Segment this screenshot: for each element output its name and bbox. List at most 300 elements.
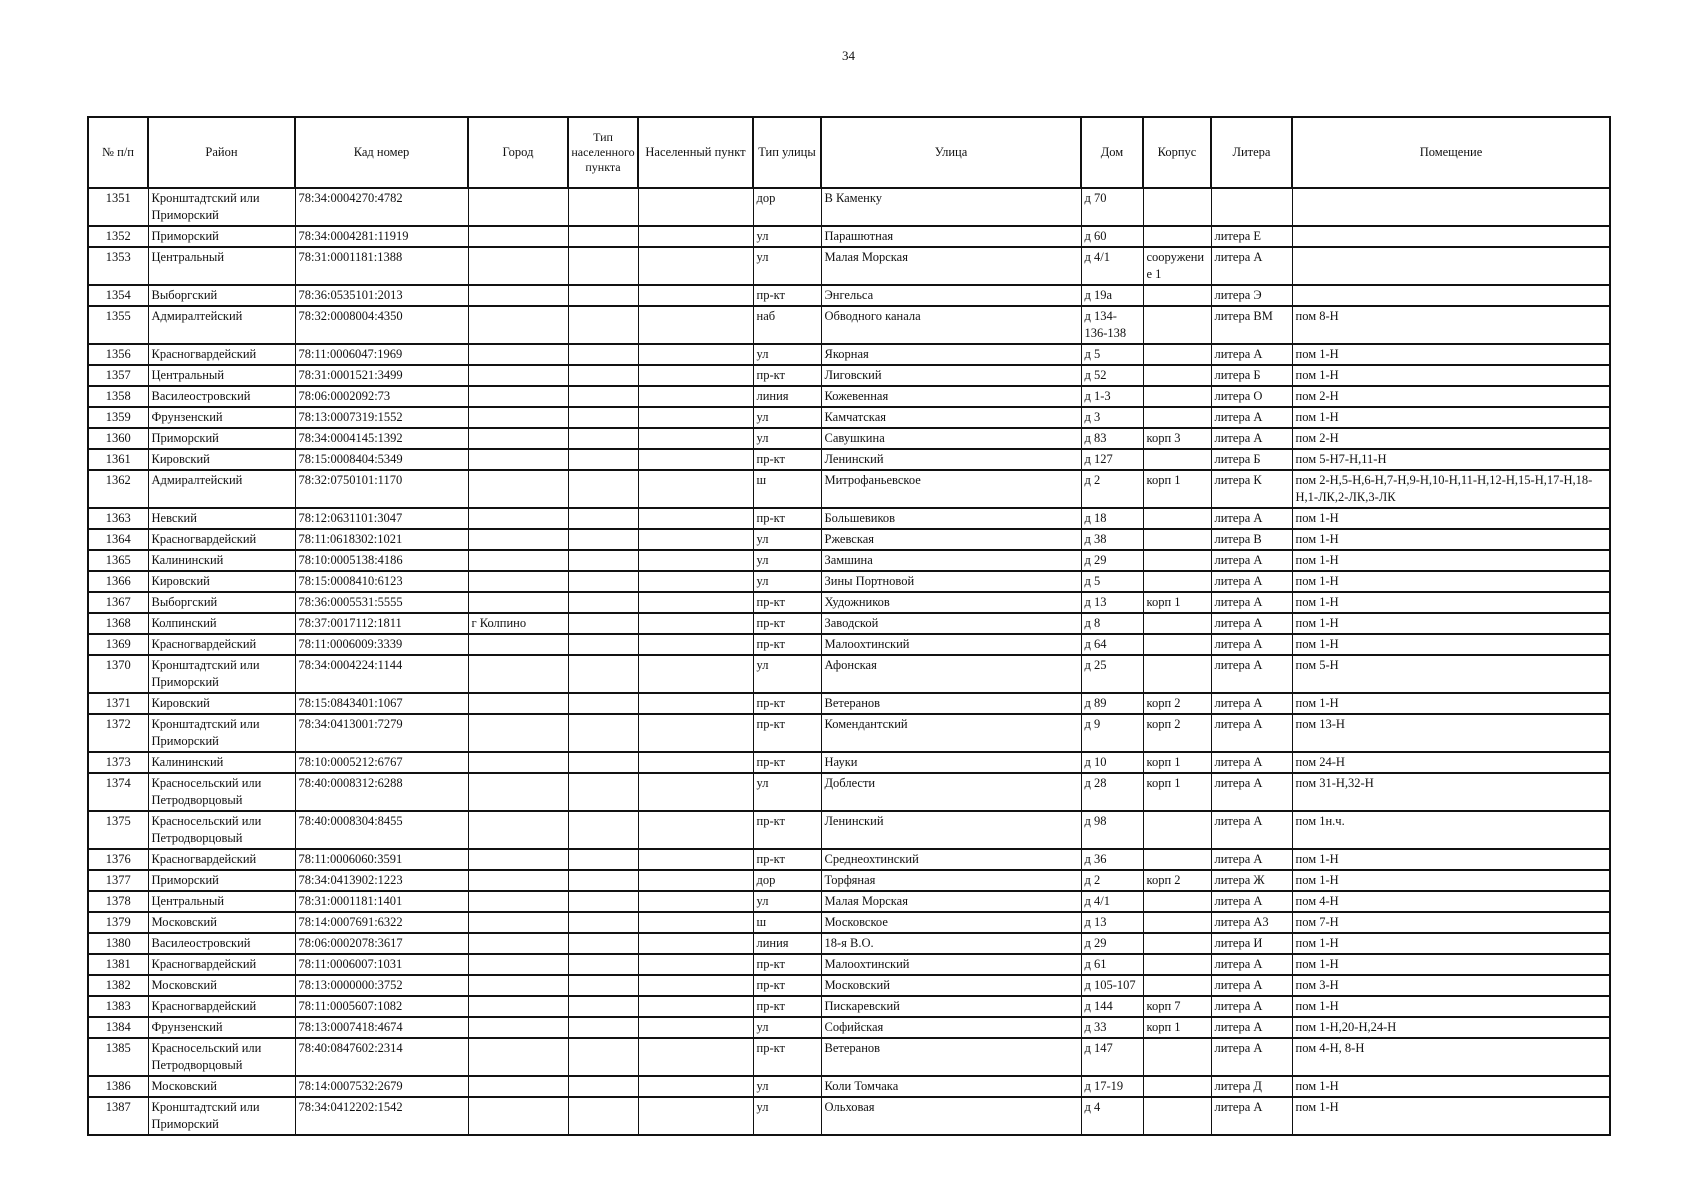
cell-settlement-type xyxy=(568,449,638,470)
cell-settlement xyxy=(638,188,753,226)
cell-settlement-type xyxy=(568,655,638,693)
cell-city xyxy=(468,571,568,592)
cell-city xyxy=(468,811,568,849)
table-row xyxy=(88,1017,1610,1038)
cell-settlement-type xyxy=(568,344,638,365)
cell-building xyxy=(1143,571,1211,592)
cell-building: корп 1 xyxy=(1143,1017,1211,1038)
cell-premises: пом 24-Н xyxy=(1292,752,1610,773)
cell-cadastral-number: 78:31:0001521:3499 xyxy=(295,365,468,386)
column-header-settlement-type: Тип населенного пункта xyxy=(568,117,638,188)
cell-premises: пом 1н.ч. xyxy=(1292,811,1610,849)
cell-settlement xyxy=(638,954,753,975)
cell-house: д 18 xyxy=(1081,508,1143,529)
cell-settlement xyxy=(638,714,753,752)
cell-street: Торфяная xyxy=(821,870,1081,891)
cell-street: Доблести xyxy=(821,773,1081,811)
cell-settlement-type xyxy=(568,752,638,773)
cell-premises: пом 1-Н xyxy=(1292,571,1610,592)
cell-district: Красногвардейский xyxy=(148,529,295,550)
table-row xyxy=(88,634,1610,655)
cell-number: 1352 xyxy=(88,226,148,247)
cell-cadastral-number: 78:15:0008410:6123 xyxy=(295,571,468,592)
cell-street: Митрофаньевское xyxy=(821,470,1081,508)
cell-number: 1358 xyxy=(88,386,148,407)
cell-settlement-type xyxy=(568,428,638,449)
cell-building xyxy=(1143,508,1211,529)
cell-building xyxy=(1143,1097,1211,1135)
table-row xyxy=(88,470,1610,508)
cell-street: Коли Томчака xyxy=(821,1076,1081,1097)
cell-premises: пом 1-Н xyxy=(1292,344,1610,365)
cell-premises: пом 1-Н xyxy=(1292,870,1610,891)
cell-building xyxy=(1143,550,1211,571)
cell-premises: пом 4-Н xyxy=(1292,891,1610,912)
cell-settlement xyxy=(638,529,753,550)
cell-city xyxy=(468,550,568,571)
cell-letter: литера О xyxy=(1211,386,1292,407)
cell-street-type: ш xyxy=(753,470,821,508)
cell-settlement xyxy=(638,407,753,428)
cell-premises: пом 1-Н xyxy=(1292,1097,1610,1135)
cell-street: Ольховая xyxy=(821,1097,1081,1135)
cell-cadastral-number: 78:13:0000000:3752 xyxy=(295,975,468,996)
table-row xyxy=(88,849,1610,870)
cell-city xyxy=(468,188,568,226)
cell-building xyxy=(1143,1076,1211,1097)
cell-letter: литера А xyxy=(1211,613,1292,634)
cell-district: Московский xyxy=(148,912,295,933)
cell-street: Лиговский xyxy=(821,365,1081,386)
cell-street: Ветеранов xyxy=(821,693,1081,714)
cell-district: Кронштадтский или Приморский xyxy=(148,655,295,693)
cell-settlement-type xyxy=(568,508,638,529)
cell-settlement xyxy=(638,996,753,1017)
cell-street-type: ул xyxy=(753,1097,821,1135)
cell-city xyxy=(468,975,568,996)
cell-letter: литера А xyxy=(1211,1097,1292,1135)
cell-house: д 38 xyxy=(1081,529,1143,550)
cell-settlement-type xyxy=(568,634,638,655)
cell-cadastral-number: 78:34:0004270:4782 xyxy=(295,188,468,226)
cell-city xyxy=(468,655,568,693)
cell-number: 1366 xyxy=(88,571,148,592)
cell-district: Красногвардейский xyxy=(148,996,295,1017)
cell-number: 1354 xyxy=(88,285,148,306)
cell-street-type: линия xyxy=(753,933,821,954)
cell-district: Приморский xyxy=(148,226,295,247)
cell-district: Центральный xyxy=(148,365,295,386)
cell-city xyxy=(468,529,568,550)
cell-street: Малая Морская xyxy=(821,247,1081,285)
cell-street-type: пр-кт xyxy=(753,613,821,634)
cell-street-type: наб xyxy=(753,306,821,344)
cell-number: 1374 xyxy=(88,773,148,811)
cell-letter: литера А xyxy=(1211,1038,1292,1076)
cell-building: корп 2 xyxy=(1143,714,1211,752)
cell-cadastral-number: 78:11:0618302:1021 xyxy=(295,529,468,550)
cell-street-type: пр-кт xyxy=(753,285,821,306)
table-row xyxy=(88,912,1610,933)
cell-street-type: ул xyxy=(753,529,821,550)
cell-city: г Колпино xyxy=(468,613,568,634)
cell-cadastral-number: 78:40:0008304:8455 xyxy=(295,811,468,849)
cell-letter: литера Д xyxy=(1211,1076,1292,1097)
cell-number: 1378 xyxy=(88,891,148,912)
cell-street-type: пр-кт xyxy=(753,996,821,1017)
cell-building xyxy=(1143,975,1211,996)
cell-settlement-type xyxy=(568,386,638,407)
table-row xyxy=(88,891,1610,912)
cell-street-type: ул xyxy=(753,655,821,693)
cell-street-type: ул xyxy=(753,571,821,592)
cell-settlement-type xyxy=(568,306,638,344)
cell-house: д 83 xyxy=(1081,428,1143,449)
column-header-cadastral-number: Кад номер xyxy=(295,117,468,188)
cell-city xyxy=(468,226,568,247)
cell-settlement xyxy=(638,655,753,693)
table-row xyxy=(88,811,1610,849)
cell-city xyxy=(468,933,568,954)
cell-district: Кировский xyxy=(148,571,295,592)
cell-number: 1386 xyxy=(88,1076,148,1097)
cell-cadastral-number: 78:34:0004281:11919 xyxy=(295,226,468,247)
cell-settlement xyxy=(638,912,753,933)
cell-building xyxy=(1143,613,1211,634)
cell-street: 18-я В.О. xyxy=(821,933,1081,954)
cell-settlement xyxy=(638,247,753,285)
cell-premises: пом 8-Н xyxy=(1292,306,1610,344)
cell-street: Науки xyxy=(821,752,1081,773)
cell-street: Обводного канала xyxy=(821,306,1081,344)
cell-city xyxy=(468,891,568,912)
cell-number: 1365 xyxy=(88,550,148,571)
cell-letter: литера А xyxy=(1211,247,1292,285)
cell-street: Кожевенная xyxy=(821,386,1081,407)
cell-settlement-type xyxy=(568,811,638,849)
cell-district: Центральный xyxy=(148,247,295,285)
cell-cadastral-number: 78:32:0008004:4350 xyxy=(295,306,468,344)
cell-letter: литера А xyxy=(1211,508,1292,529)
cell-settlement xyxy=(638,344,753,365)
cell-cadastral-number: 78:14:0007691:6322 xyxy=(295,912,468,933)
cell-street: Парашютная xyxy=(821,226,1081,247)
cell-number: 1382 xyxy=(88,975,148,996)
cell-district: Калининский xyxy=(148,550,295,571)
cell-house: д 52 xyxy=(1081,365,1143,386)
cell-cadastral-number: 78:31:0001181:1401 xyxy=(295,891,468,912)
table-row xyxy=(88,714,1610,752)
table-row xyxy=(88,1038,1610,1076)
cell-number: 1359 xyxy=(88,407,148,428)
cell-district: Красносельский или Петродворцовый xyxy=(148,1038,295,1076)
cell-cadastral-number: 78:11:0006060:3591 xyxy=(295,849,468,870)
cell-number: 1372 xyxy=(88,714,148,752)
cell-premises: пом 31-Н,32-Н xyxy=(1292,773,1610,811)
cell-street-type: ул xyxy=(753,773,821,811)
table-row xyxy=(88,285,1610,306)
cell-district: Колпинский xyxy=(148,613,295,634)
cell-cadastral-number: 78:13:0007418:4674 xyxy=(295,1017,468,1038)
table-row xyxy=(88,571,1610,592)
cell-settlement-type xyxy=(568,849,638,870)
cell-letter: литера А xyxy=(1211,592,1292,613)
cell-city xyxy=(468,752,568,773)
cell-city xyxy=(468,912,568,933)
cell-city xyxy=(468,508,568,529)
table-row xyxy=(88,975,1610,996)
cell-building: сооружение 1 xyxy=(1143,247,1211,285)
cell-settlement xyxy=(638,1076,753,1097)
cell-settlement-type xyxy=(568,226,638,247)
cell-building: корп 1 xyxy=(1143,773,1211,811)
cell-street: Ветеранов xyxy=(821,1038,1081,1076)
cell-settlement xyxy=(638,693,753,714)
table-row xyxy=(88,752,1610,773)
cell-settlement xyxy=(638,571,753,592)
cell-house: д 36 xyxy=(1081,849,1143,870)
cell-cadastral-number: 78:32:0750101:1170 xyxy=(295,470,468,508)
cell-number: 1356 xyxy=(88,344,148,365)
cell-street: Малоохтинский xyxy=(821,954,1081,975)
cell-settlement xyxy=(638,1017,753,1038)
cell-street: Художников xyxy=(821,592,1081,613)
cell-premises xyxy=(1292,247,1610,285)
cell-street-type: пр-кт xyxy=(753,365,821,386)
cell-street: Заводской xyxy=(821,613,1081,634)
cell-cadastral-number: 78:06:0002092:73 xyxy=(295,386,468,407)
cell-city xyxy=(468,449,568,470)
table-row xyxy=(88,428,1610,449)
cell-house: д 1-3 xyxy=(1081,386,1143,407)
cell-city xyxy=(468,849,568,870)
property-registry-table xyxy=(87,116,1611,1136)
column-header-district: Район xyxy=(148,117,295,188)
cell-district: Фрунзенский xyxy=(148,407,295,428)
cell-house: д 2 xyxy=(1081,470,1143,508)
cell-settlement-type xyxy=(568,571,638,592)
cell-house: д 17-19 xyxy=(1081,1076,1143,1097)
cell-letter: литера А xyxy=(1211,344,1292,365)
cell-settlement xyxy=(638,891,753,912)
cell-house: д 5 xyxy=(1081,571,1143,592)
cell-cadastral-number: 78:40:0008312:6288 xyxy=(295,773,468,811)
cell-street-type: пр-кт xyxy=(753,508,821,529)
cell-settlement-type xyxy=(568,247,638,285)
cell-cadastral-number: 78:34:0412202:1542 xyxy=(295,1097,468,1135)
cell-number: 1357 xyxy=(88,365,148,386)
cell-number: 1383 xyxy=(88,996,148,1017)
table-row xyxy=(88,954,1610,975)
cell-house: д 29 xyxy=(1081,933,1143,954)
cell-district: Красногвардейский xyxy=(148,344,295,365)
cell-street-type: ул xyxy=(753,344,821,365)
cell-number: 1355 xyxy=(88,306,148,344)
cell-settlement xyxy=(638,365,753,386)
cell-settlement xyxy=(638,773,753,811)
cell-building xyxy=(1143,449,1211,470)
cell-city xyxy=(468,870,568,891)
cell-premises: пом 5-Н7-Н,11-Н xyxy=(1292,449,1610,470)
cell-house: д 28 xyxy=(1081,773,1143,811)
cell-premises: пом 1-Н xyxy=(1292,592,1610,613)
cell-city xyxy=(468,714,568,752)
cell-letter: литера А xyxy=(1211,571,1292,592)
cell-letter xyxy=(1211,188,1292,226)
cell-street-type: пр-кт xyxy=(753,954,821,975)
cell-premises: пом 2-Н xyxy=(1292,428,1610,449)
cell-cadastral-number: 78:06:0002078:3617 xyxy=(295,933,468,954)
cell-city xyxy=(468,634,568,655)
cell-cadastral-number: 78:37:0017112:1811 xyxy=(295,613,468,634)
cell-street: Энгельса xyxy=(821,285,1081,306)
cell-house: д 147 xyxy=(1081,1038,1143,1076)
cell-settlement xyxy=(638,975,753,996)
cell-street-type: пр-кт xyxy=(753,634,821,655)
cell-house: д 33 xyxy=(1081,1017,1143,1038)
cell-cadastral-number: 78:11:0006007:1031 xyxy=(295,954,468,975)
table-row xyxy=(88,1076,1610,1097)
cell-premises: пом 3-Н xyxy=(1292,975,1610,996)
cell-letter: литера А xyxy=(1211,849,1292,870)
cell-settlement-type xyxy=(568,996,638,1017)
cell-settlement-type xyxy=(568,529,638,550)
cell-premises: пом 1-Н xyxy=(1292,634,1610,655)
cell-street: Большевиков xyxy=(821,508,1081,529)
cell-settlement-type xyxy=(568,188,638,226)
cell-settlement-type xyxy=(568,592,638,613)
cell-street: Пискаревский xyxy=(821,996,1081,1017)
cell-building: корп 7 xyxy=(1143,996,1211,1017)
cell-city xyxy=(468,954,568,975)
cell-house: д 4/1 xyxy=(1081,891,1143,912)
cell-street-type: пр-кт xyxy=(753,693,821,714)
cell-number: 1375 xyxy=(88,811,148,849)
cell-letter: литера А xyxy=(1211,428,1292,449)
cell-premises: пом 1-Н xyxy=(1292,849,1610,870)
cell-cadastral-number: 78:34:0413902:1223 xyxy=(295,870,468,891)
cell-premises: пом 1-Н xyxy=(1292,996,1610,1017)
cell-building xyxy=(1143,386,1211,407)
cell-settlement-type xyxy=(568,975,638,996)
table-row xyxy=(88,508,1610,529)
cell-premises: пом 4-Н, 8-Н xyxy=(1292,1038,1610,1076)
cell-street-type: линия xyxy=(753,386,821,407)
cell-building xyxy=(1143,933,1211,954)
table-row xyxy=(88,226,1610,247)
cell-district: Кировский xyxy=(148,693,295,714)
cell-city xyxy=(468,407,568,428)
cell-letter: литера А xyxy=(1211,550,1292,571)
cell-district: Невский xyxy=(148,508,295,529)
cell-premises: пом 1-Н xyxy=(1292,407,1610,428)
cell-settlement-type xyxy=(568,1097,638,1135)
cell-city xyxy=(468,306,568,344)
cell-number: 1368 xyxy=(88,613,148,634)
cell-letter: литера А xyxy=(1211,655,1292,693)
table-body xyxy=(88,188,1610,1135)
cell-number: 1367 xyxy=(88,592,148,613)
cell-street-type: ул xyxy=(753,407,821,428)
cell-premises: пом 1-Н xyxy=(1292,1076,1610,1097)
cell-cadastral-number: 78:36:0005531:5555 xyxy=(295,592,468,613)
cell-cadastral-number: 78:34:0004145:1392 xyxy=(295,428,468,449)
cell-street: Московский xyxy=(821,975,1081,996)
cell-street-type: ул xyxy=(753,428,821,449)
cell-district: Василеостровский xyxy=(148,386,295,407)
cell-letter: литера А xyxy=(1211,634,1292,655)
cell-cadastral-number: 78:10:0005138:4186 xyxy=(295,550,468,571)
cell-district: Кронштадтский или Приморский xyxy=(148,714,295,752)
cell-settlement xyxy=(638,592,753,613)
cell-cadastral-number: 78:11:0005607:1082 xyxy=(295,996,468,1017)
cell-building xyxy=(1143,891,1211,912)
cell-street-type: пр-кт xyxy=(753,1038,821,1076)
cell-settlement-type xyxy=(568,285,638,306)
cell-letter: литера А xyxy=(1211,773,1292,811)
cell-letter: литера А xyxy=(1211,1017,1292,1038)
cell-building xyxy=(1143,344,1211,365)
cell-premises: пом 1-Н xyxy=(1292,954,1610,975)
cell-premises: пом 2-Н xyxy=(1292,386,1610,407)
cell-letter: литера А xyxy=(1211,407,1292,428)
cell-settlement xyxy=(638,870,753,891)
cell-settlement-type xyxy=(568,933,638,954)
cell-number: 1379 xyxy=(88,912,148,933)
column-header-house: Дом xyxy=(1081,117,1143,188)
cell-street-type: дор xyxy=(753,870,821,891)
cell-number: 1384 xyxy=(88,1017,148,1038)
cell-street: Ленинский xyxy=(821,449,1081,470)
cell-street: Ржевская xyxy=(821,529,1081,550)
cell-settlement xyxy=(638,508,753,529)
cell-cadastral-number: 78:11:0006009:3339 xyxy=(295,634,468,655)
table-row xyxy=(88,306,1610,344)
cell-city xyxy=(468,1017,568,1038)
cell-settlement-type xyxy=(568,407,638,428)
cell-district: Московский xyxy=(148,1076,295,1097)
table-row xyxy=(88,870,1610,891)
table-row xyxy=(88,449,1610,470)
cell-house: д 134-136-138 xyxy=(1081,306,1143,344)
cell-district: Адмиралтейский xyxy=(148,306,295,344)
cell-street-type: пр-кт xyxy=(753,811,821,849)
cell-city xyxy=(468,285,568,306)
cell-number: 1380 xyxy=(88,933,148,954)
cell-letter: литера Э xyxy=(1211,285,1292,306)
cell-number: 1385 xyxy=(88,1038,148,1076)
cell-district: Фрунзенский xyxy=(148,1017,295,1038)
cell-house: д 89 xyxy=(1081,693,1143,714)
cell-street: Софийская xyxy=(821,1017,1081,1038)
cell-city xyxy=(468,365,568,386)
cell-settlement-type xyxy=(568,693,638,714)
cell-house: д 98 xyxy=(1081,811,1143,849)
cell-house: д 3 xyxy=(1081,407,1143,428)
cell-letter: литера А xyxy=(1211,811,1292,849)
cell-cadastral-number: 78:11:0006047:1969 xyxy=(295,344,468,365)
cell-house: д 105-107 xyxy=(1081,975,1143,996)
cell-city xyxy=(468,996,568,1017)
cell-district: Красносельский или Петродворцовый xyxy=(148,773,295,811)
cell-number: 1363 xyxy=(88,508,148,529)
cell-building xyxy=(1143,655,1211,693)
cell-letter: литера А3 xyxy=(1211,912,1292,933)
cell-district: Василеостровский xyxy=(148,933,295,954)
cell-street: Якорная xyxy=(821,344,1081,365)
cell-street-type: пр-кт xyxy=(753,975,821,996)
cell-premises: пом 7-Н xyxy=(1292,912,1610,933)
